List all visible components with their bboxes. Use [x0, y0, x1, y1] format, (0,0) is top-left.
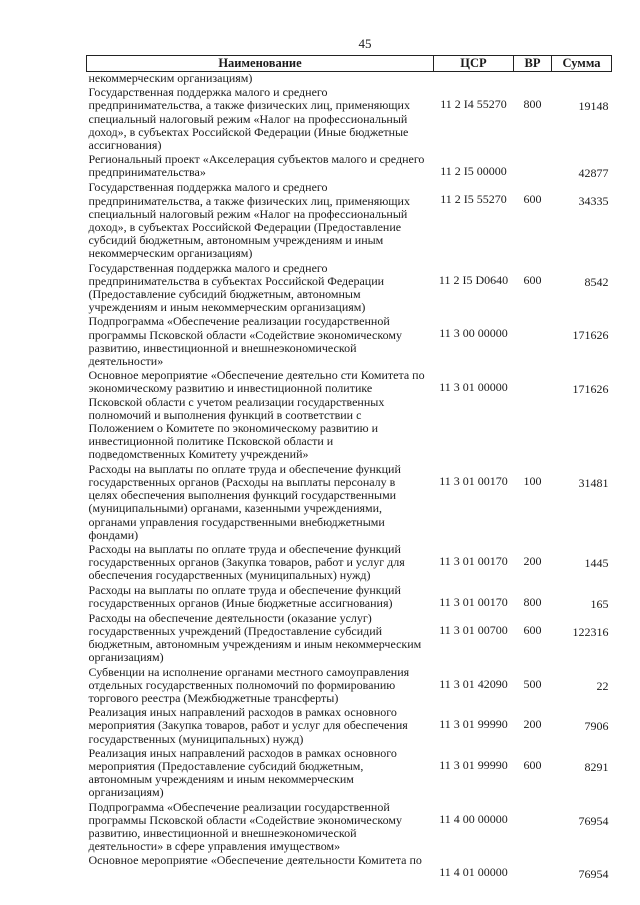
row-sum: 7906 — [584, 719, 609, 734]
row-sum: 76954 — [578, 813, 609, 828]
row-sum: 171626 — [572, 382, 609, 397]
row-sum: 19148 — [578, 99, 609, 114]
table-row — [87, 86, 612, 153]
table-row — [87, 854, 612, 882]
row-csr: 11 3 01 00700 — [439, 622, 508, 637]
row-name: Реализация иных направлений расходов в рамках основного мероприятия (Предоставление субсидий бюджетным, автономным учреждениям и иным некоммерческим организациям) — [88, 745, 397, 800]
row-csr: 11 2 I5 00000 — [440, 164, 507, 179]
row-name: некоммерческим организациям) — [88, 71, 253, 85]
table-row — [87, 181, 612, 261]
row-sum: 165 — [590, 596, 609, 611]
table-row — [87, 72, 612, 87]
row-vr: 800 — [523, 97, 542, 112]
row-vr: 600 — [523, 272, 542, 287]
row-name: Государственная поддержка малого и среднего предпринимательства в субъектах Российской Федерации (Предоставление субсидий бюджетным, автономным учреждениям и иным некоммерческим организациям) — [88, 260, 385, 315]
row-name: Субвенции на исполнение органами местного самоуправления отдельных государственных полномочий по формированию торгового реестра (Межбюджетные трансферты) — [88, 664, 410, 705]
table-body — [87, 72, 612, 883]
row-csr: 11 3 01 00170 — [439, 553, 508, 568]
table-row — [87, 369, 612, 462]
row-csr — [434, 72, 514, 87]
row-csr: 11 2 I5 55270 — [440, 192, 507, 207]
row-csr: 11 3 01 00170 — [439, 473, 508, 488]
row-name: Государственная поддержка малого и среднего предпринимательства, а также физических лиц, применяющих специальный налоговый режим «Налог на профессиональный доход», в субъектах Российской Федерации (Предоставление субсидий бюджетным, автономным учреждениям и иным некоммерческим организациям) — [88, 180, 410, 261]
table-row — [87, 801, 612, 855]
row-sum: 31481 — [578, 475, 609, 490]
row-vr: 100 — [523, 473, 542, 488]
row-csr: 11 3 01 99990 — [439, 717, 508, 732]
header-vr: ВР — [514, 56, 552, 72]
row-name: Региональный проект «Акселерация субъектов малого и среднего предпринимательства» — [88, 152, 425, 180]
row-name: Основное мероприятие «Обеспечение деятельности Комитета по — [88, 853, 422, 868]
table-row — [87, 706, 612, 747]
table-row — [87, 543, 612, 584]
row-vr — [514, 72, 552, 87]
budget-table — [86, 55, 612, 883]
page-number: 45 — [358, 36, 372, 51]
row-vr — [514, 153, 552, 181]
table-header — [87, 56, 612, 72]
row-csr: 11 3 00 00000 — [439, 326, 508, 341]
row-csr: 11 3 01 99990 — [439, 757, 508, 772]
row-name: Реализация иных направлений расходов в рамках основного мероприятия (Закупка товаров, работ и услуг для обеспечения государственных (муниципальных) нужд) — [88, 705, 408, 746]
row-vr — [514, 854, 552, 882]
row-name: Подпрограмма «Обеспечение реализации государственной программы Псковской области «Содействие экономическому развитию, инвестиционной и внешнеэкономической деятельности» в сфере управления имуществом» — [88, 799, 402, 854]
row-csr: 11 2 I4 55270 — [440, 97, 507, 112]
header-sum: Сумма — [552, 56, 612, 72]
row-vr: 500 — [523, 676, 542, 691]
row-vr — [514, 369, 552, 462]
header-csr: ЦСР — [434, 56, 514, 72]
row-sum: 8542 — [584, 274, 609, 289]
row-csr: 11 4 01 00000 — [439, 865, 508, 880]
row-name: Расходы на выплаты по оплате труда и обеспечение функций государственных органов (Расходы на выплаты персоналу в целях обеспечения выполнения функций государственными (муниципальными) органами, казенными учреждениями, органами управления государственными внебюджетными фондами) — [88, 461, 401, 542]
row-sum: 8291 — [584, 759, 609, 774]
row-vr: 200 — [523, 717, 542, 732]
table-row — [87, 463, 612, 543]
table-row — [87, 747, 612, 801]
row-name: Государственная поддержка малого и среднего предпринимательства, а также физических лиц, применяющих специальный налоговый режим «Налог на профессиональный доход», в субъектах Российской Федерации (Иные бюджетные ассигнования) — [88, 85, 410, 153]
row-name: Основное мероприятие «Обеспечение деятельно сти Комитета по экономическому развитию и инвестиционной политике Псковской области с учетом реализации государственных полномочий и выполнения функций в соответствии с Положением о Комитете по экономическому развитию и инвестиционной политике Псковской области и подведомственных Комитету учреждений» — [88, 368, 425, 462]
table-row — [87, 584, 612, 612]
row-sum — [552, 72, 612, 87]
row-csr: 11 4 00 00000 — [439, 811, 508, 826]
table-row — [87, 153, 612, 181]
row-name: Расходы на выплаты по оплате труда и обеспечение функций государственных органов (Закупка товаров, работ и услуг для обеспечения государственных (муниципальных) нужд) — [88, 541, 405, 583]
row-sum: 122316 — [572, 624, 609, 639]
table-row — [87, 315, 612, 369]
row-vr: 600 — [523, 192, 542, 207]
row-sum: 171626 — [572, 328, 609, 343]
row-sum: 42877 — [578, 166, 609, 181]
row-csr: 11 3 01 00000 — [439, 380, 508, 395]
row-sum: 1445 — [584, 555, 609, 570]
row-name: Подпрограмма «Обеспечение реализации государственной программы Псковской области «Содействие экономическому развитию, инвестиционной и внешнеэкономической деятельности» — [88, 314, 402, 369]
row-vr — [514, 801, 552, 855]
row-csr: 11 3 01 00170 — [439, 594, 508, 609]
header-row — [87, 56, 612, 72]
budget-table-container — [86, 55, 611, 883]
row-sum: 34335 — [578, 194, 609, 209]
row-csr: 11 3 01 42090 — [439, 676, 508, 691]
row-vr: 600 — [523, 622, 542, 637]
row-name: Расходы на обеспечение деятельности (оказание услуг) государственных учреждений (Предоставление субсидий бюджетным, автономным учреждениям и иным некоммерческим организациям) — [88, 610, 422, 665]
row-vr: 600 — [523, 757, 542, 772]
row-sum: 76954 — [578, 867, 609, 882]
row-csr: 11 2 I5 D0640 — [438, 272, 509, 287]
table-row — [87, 666, 612, 707]
header-name: Наименование — [87, 56, 434, 72]
row-vr: 800 — [523, 594, 542, 609]
row-vr: 200 — [523, 553, 542, 568]
table-row — [87, 612, 612, 666]
table-row — [87, 262, 612, 316]
row-name: Расходы на выплаты по оплате труда и обеспечение функций государственных органов (Иные бюджетные ассигнования) — [88, 582, 401, 610]
row-vr — [514, 315, 552, 369]
row-sum: 22 — [596, 678, 609, 693]
